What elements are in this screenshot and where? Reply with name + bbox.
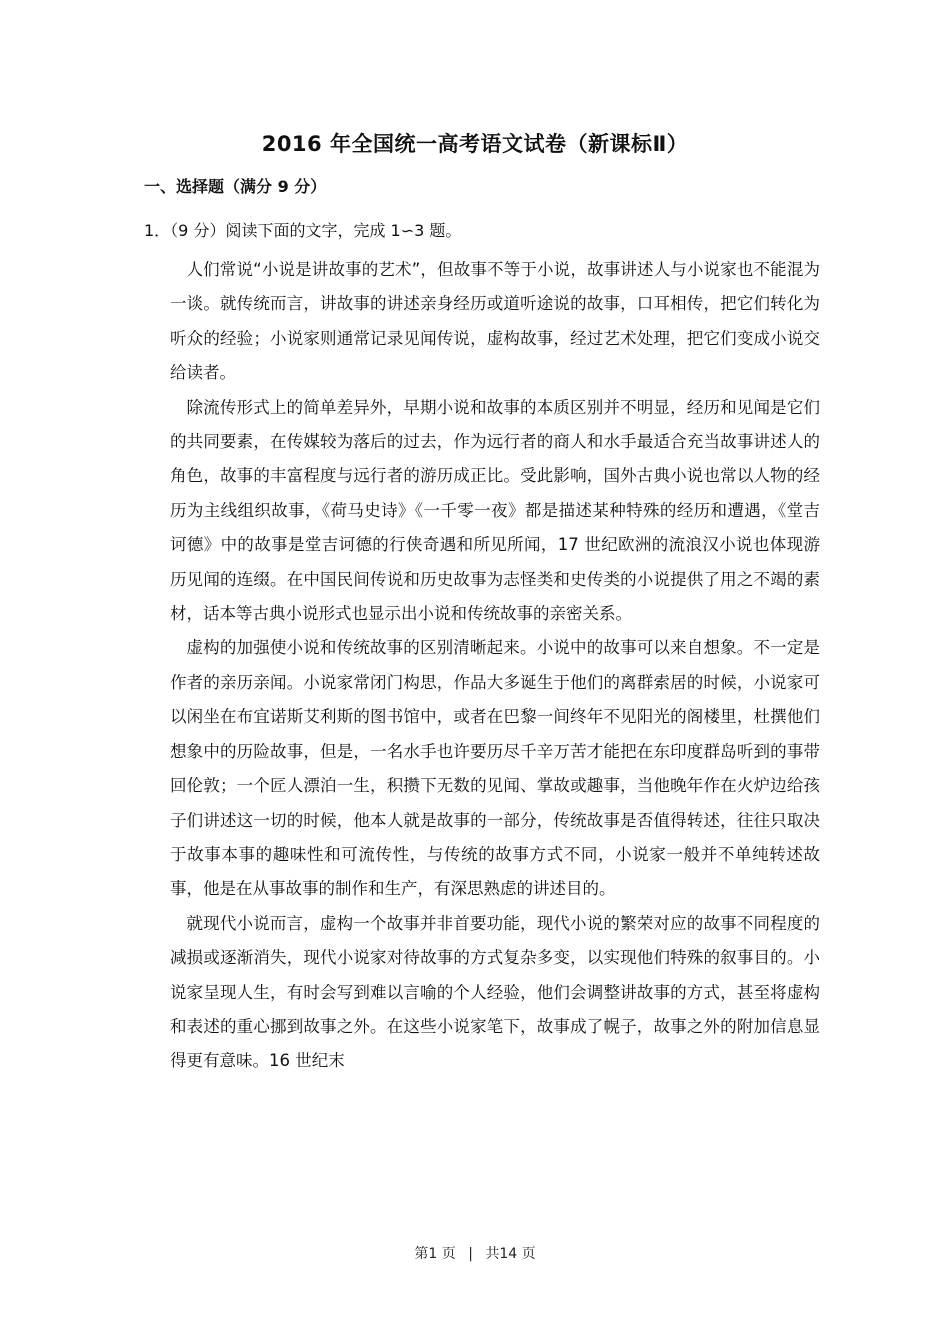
passage-paragraph-3: 虚构的加强使小说和传统故事的区别清晰起来。小说中的故事可以来自想象。不一定是作者的亲历亲闻。小说家常闭门构思，作品大多诞生于他们的离群索居的时候，小说家可以闲坐在布宜诺斯艾利斯的图书馆中，或者在巴黎一间终年不见阳光的阁楼里，杜撰他们想象中的历险故事，但是，一名水手也许要历尽千辛万苦才能把在东印度群岛听到的事带回伦敦；一个匠人漂泊一生，积攒下无数的见闻、掌故或趣事，当他晚年作在火炉边给孩子们讲述这一切的时候，他本人就是故事的一部分，传统故事是否值得转述，往往只取决于故事本事的趣味性和可流传性，与传统的故事方式不同，小说家一般并不单纯转述故事，他是在从事故事的制作和生产，有深思熟虑的讲述目的。 <box>170 638 820 899</box>
reading-passage <box>170 253 820 1079</box>
question-heading: 1．（9 分）阅读下面的文字，完成 1∽3 题。 <box>144 221 462 240</box>
document-title: 2016 年全国统一高考语文试卷（新课标Ⅱ） <box>261 132 689 156</box>
page-total: 共14 页 <box>485 1246 536 1262</box>
section-heading: 一、选择题（满分 9 分） <box>144 177 327 196</box>
passage-paragraph-4: 就现代小说而言，虚构一个故事并非首要功能，现代小说的繁荣对应的故事不同程度的减损或逐渐消失，现代小说家对待故事的方式复杂多变，以实现他们特殊的叙事目的。小说家呈现人生，有时会写到难以言喻的个人经验，他们会调整讲故事的方式，甚至将虚构和表述的重心挪到故事之外。在这些小说家笔下，故事成了幌子，故事之外的附加信息显得更有意味。16 世纪末 <box>170 913 820 1071</box>
page-number: 第1 页 <box>414 1246 456 1262</box>
passage-paragraph-2: 除流传形式上的简单差异外，早期小说和故事的本质区别并不明显，经历和见闻是它们的共同要素，在传媒较为落后的过去，作为远行者的商人和水手最适合充当故事讲述人的角色，故事的丰富程度与远行者的游历成正比。受此影响，国外古典小说也常以人物的经历为主线组织故事，《荷马史诗》《一千零一夜》都是描述某种特殊的经历和遭遇，《堂吉诃德》中的故事是堂吉诃德的行侠奇遇和所见所闻，17 世纪欧洲的流浪汉小说也体现游历见闻的连缀。在中国民间传说和历史故事为志怪类和史传类的小说提供了用之不竭的素材，话本等古典小说形式也显示出小说和传统故事的亲密关系。 <box>170 397 820 624</box>
passage-paragraph-1: 人们常说“小说是讲故事的艺术”，但故事不等于小说，故事讲述人与小说家也不能混为一谈。就传统而言，讲故事的讲述亲身经历或道听途说的故事，口耳相传，把它们转化为听众的经验；小说家则通常记录见闻传说，虚构故事，经过艺术处理，把它们变成小说交给读者。 <box>170 260 820 383</box>
page-footer <box>0 1243 950 1263</box>
footer-separator: | <box>468 1246 473 1262</box>
